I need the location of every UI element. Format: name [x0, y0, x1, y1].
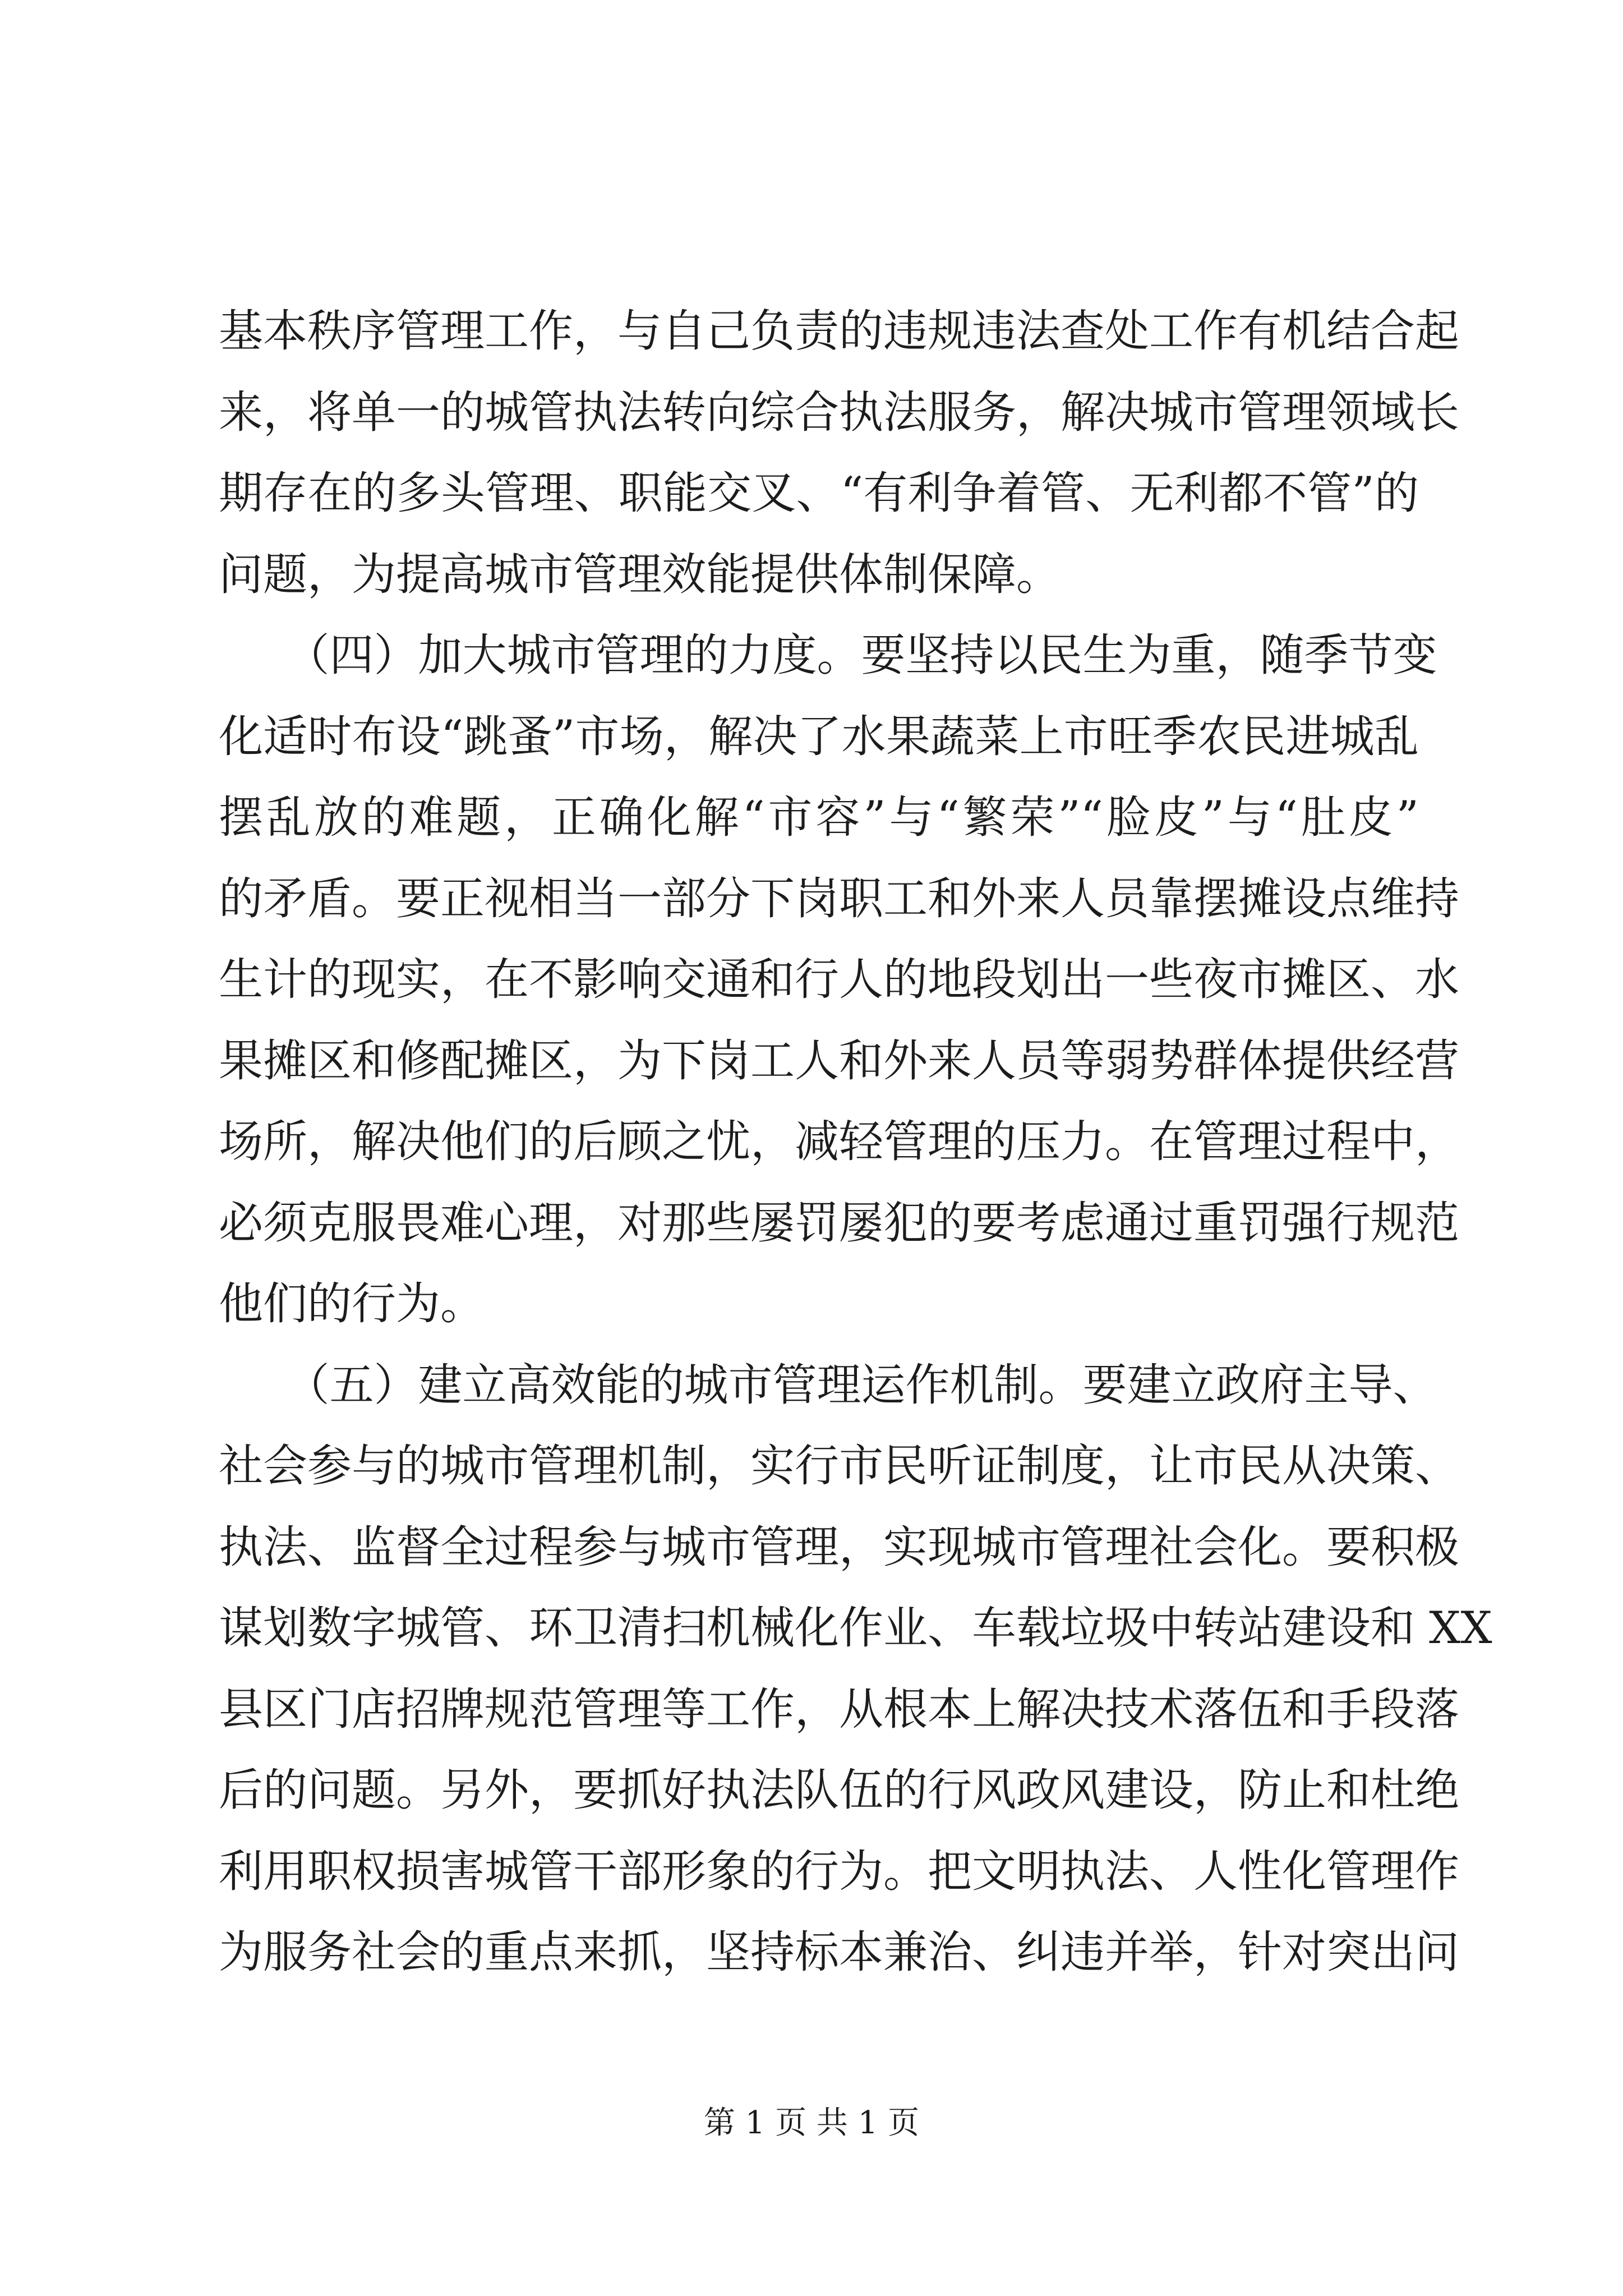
text-line: （五）建立高效能的城市管理运作机制。要建立政府主导、	[219, 1359, 1437, 1411]
text-line: （四）加大城市管理的力度。要坚持以民生为重，随季节变	[219, 629, 1437, 681]
text-line: 必须克服畏难心理，对那些屡罚屡犯的要考虑通过重罚强行规范	[219, 1197, 1459, 1249]
text-line: 摆乱放的难题，正确化解“市容”与“繁荣”“脸皮”与“肚皮”	[219, 792, 1419, 843]
page-footer: 第 1 页 共 1 页	[703, 2105, 920, 2141]
text-line: 利用职权损害城管干部形象的行为。把文明执法、人性化管理作	[219, 1845, 1459, 1897]
text-line: 果摊区和修配摊区，为下岗工人和外来人员等弱势群体提供经营	[219, 1034, 1459, 1087]
text-line: 谋划数字城管、环卫清扫机械化作业、车载垃圾中转站建设和 XX	[219, 1602, 1492, 1654]
text-line: 执法、监督全过程参与城市管理，实现城市管理社会化。要积极	[219, 1521, 1459, 1573]
text-line: 为服务社会的重点来抓，坚持标本兼治、纠违并举，针对突出问	[219, 1926, 1459, 1978]
text-line: 问题，为提高城市管理效能提供体制保障。	[219, 548, 1061, 600]
body-text	[219, 291, 1492, 1993]
text-line: 他们的行为。	[219, 1278, 485, 1329]
text-line: 的矛盾。要正视相当一部分下岗职工和外来人员靠摆摊设点维持	[219, 872, 1459, 924]
text-line: 化适时布设“跳蚤”市场，解决了水果蔬菜上市旺季农民进城乱	[219, 710, 1419, 762]
text-line: 来，将单一的城管执法转向综合执法服务，解决城市管理领域长	[219, 386, 1459, 438]
text-line: 社会参与的城市管理机制，实行市民听证制度，让市民从决策、	[219, 1440, 1459, 1492]
text-line: 生计的现实，在不影响交通和行人的地段划出一些夜市摊区、水	[219, 954, 1459, 1005]
text-line: 县区门店招牌规范管理等工作，从根本上解决技术落伍和手段落	[219, 1683, 1459, 1735]
text-line: 基本秩序管理工作，与自己负责的违规违法查处工作有机结合起	[219, 305, 1459, 357]
text-line: 后的问题。另外，要抓好执法队伍的行风政风建设，防止和杜绝	[219, 1764, 1459, 1816]
text-line: 场所，解决他们的后顾之忧，减轻管理的压力。在管理过程中，	[219, 1116, 1459, 1167]
text-line: 期存在的多头管理、职能交叉、“有利争着管、无利都不管”的	[219, 467, 1419, 519]
